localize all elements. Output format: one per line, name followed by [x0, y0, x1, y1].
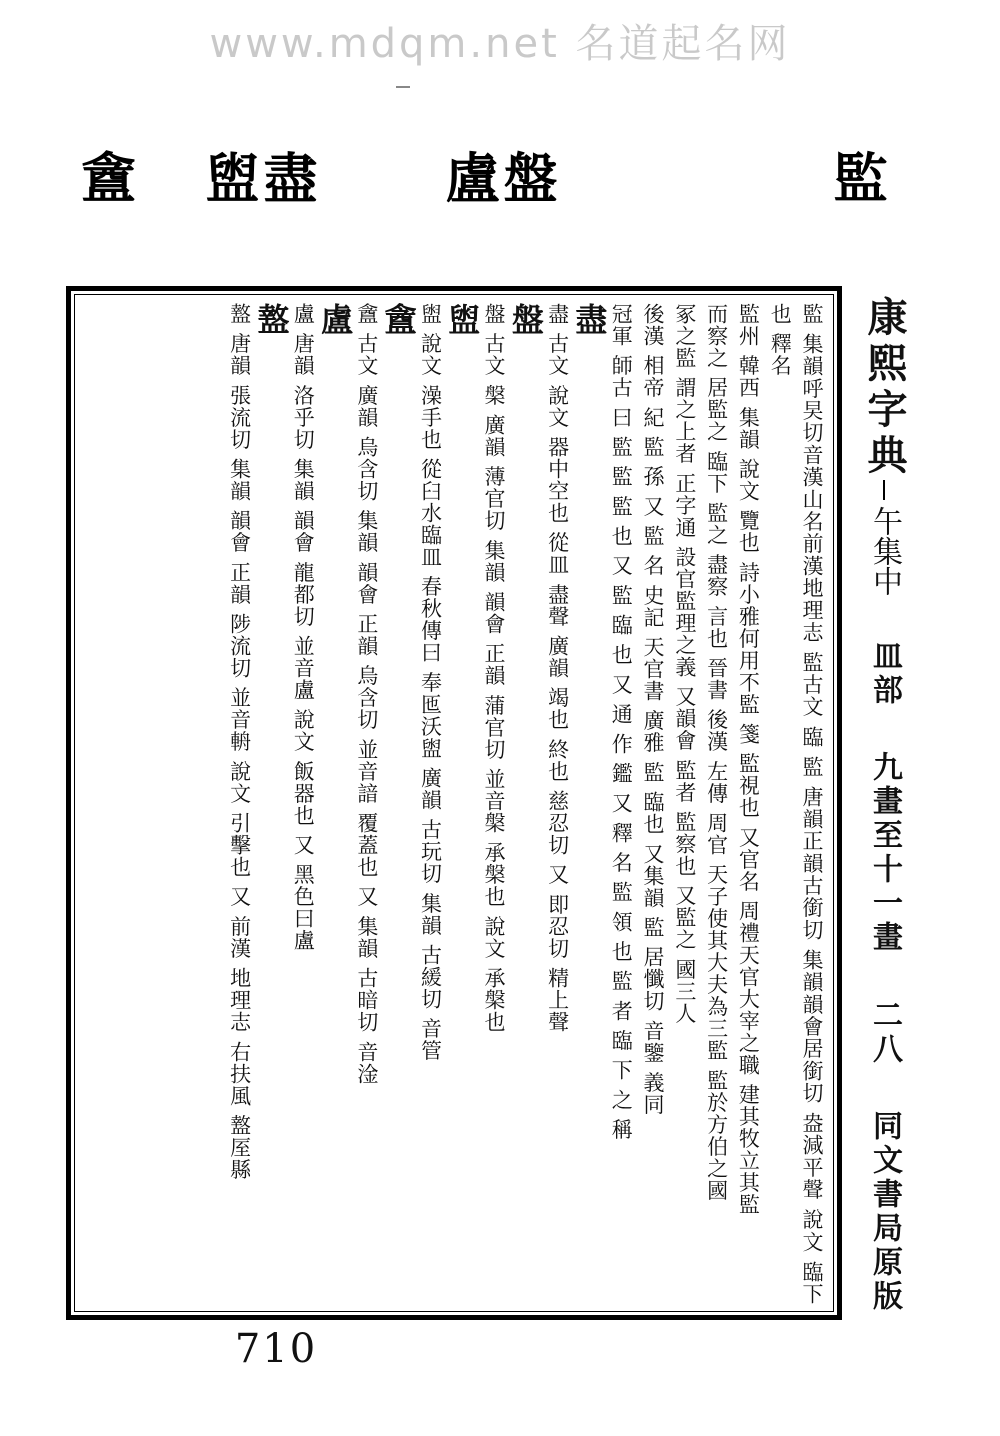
headword: 盤	[506, 303, 545, 336]
seal-glyph: 監	[825, 150, 889, 206]
header-rule	[883, 480, 885, 500]
seal-glyph: 盦	[73, 150, 137, 206]
headword: 盡	[570, 303, 609, 336]
watermark: www.mdqm.net 名道起名网	[209, 21, 791, 67]
seal-glyph: 盧	[437, 150, 501, 206]
text-column: 盧 唐韻 洛乎切 集韻 韻會 龍都切 並音盧 說文 飯器也 又 黑色曰盧	[291, 303, 316, 952]
text-column: 盦 古文 廣韻 烏含切 集韻 韻會 正韻 烏含切 並音諳 覆蓋也 又 集韻 古暗切 音淦	[354, 303, 379, 1085]
page-number: 710	[234, 1326, 318, 1372]
text-column: 盩 唐韻 張流切 集韻 韻會 正韻 陟流切 並音輈 說文 引擊也 又 前漢 地理志 右扶風 盩厔縣	[227, 303, 252, 1181]
seal-script-row	[60, 150, 960, 280]
text-column: 盡 古文 說文 器中空也 從皿 盡聲 廣韻 竭也 終也 慈忍切 又 即忍切 精上聲	[545, 303, 570, 1034]
entry-body	[81, 303, 827, 1305]
text-column: 監 集韻呼旲切音漢山名前漢地理志 監古文 臨 監 唐韻正韻古銜切 集韻韻會居銜切 盎減平聲 說文 臨下也 釋名	[768, 303, 824, 1305]
seal-glyph: 盥	[197, 150, 261, 206]
publisher-label: 同文書局原版	[867, 1110, 902, 1315]
running-header	[852, 296, 916, 1326]
sheet-number: 二八	[867, 998, 902, 1067]
dictionary-frame	[66, 286, 842, 1320]
radical-label: 皿部	[867, 639, 902, 708]
text-column: 而察之 居監之 臨下 監之 盡察 言也 晉書 後漢 左傳 周官 天子使其大夫為三監 監於方伯之國	[704, 303, 729, 1202]
book-title: 康熙字典	[861, 296, 908, 480]
headword: 盩	[252, 303, 291, 336]
text-column: 盤 古文 槃 廣韻 薄官切 集韻 韻會 正韻 蒲官切 並音槃 承槃也 說文 承槃也	[482, 303, 507, 1034]
divider	[396, 86, 410, 88]
seal-glyph: 盡	[255, 150, 319, 206]
text-column: 監州 韓西 集韻 說文 覽也 詩小雅何用不監 箋 監視也 又官名 周禮天官大宰之職 建其牧立其監	[736, 303, 761, 1216]
headword: 盥	[443, 303, 482, 336]
headword: 盦	[379, 303, 418, 336]
text-column: 冠軍 師古 曰 監 監 監 也 又 監 臨 也 又 通 作 鑑 又 釋 名 監 領 也 監 者 臨 下 之 稱	[609, 303, 634, 1141]
collection-label: 午集中	[867, 506, 902, 596]
text-column: 冢之監 謂之上者 正字通 設官監理之義 又韻會 監者 監察也 又監之 國三人	[672, 303, 697, 1025]
seal-glyph: 盤	[495, 150, 559, 206]
headword: 盧	[316, 303, 355, 336]
text-column: 後漢 相帝 紀 監 孫 又 監 名 史記 天官書 廣雅 監 臨也 又集韻 監 居懺切 音鑒 義同	[641, 303, 666, 1116]
text-column: 盥 說文 澡手也 從臼水臨皿 春秋傳曰 奉匜沃盥 廣韻 古玩切 集韻 古緩切 音管	[418, 303, 443, 1062]
stroke-range: 九畫至十一畫	[867, 751, 902, 956]
